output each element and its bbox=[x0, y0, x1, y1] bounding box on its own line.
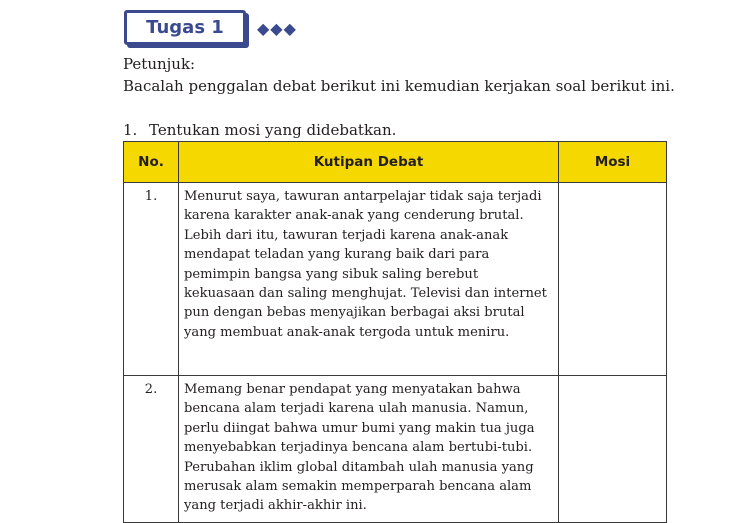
motion-cell[interactable] bbox=[559, 376, 667, 523]
header-motion: Mosi bbox=[559, 142, 667, 183]
row-number: 2. bbox=[124, 376, 179, 523]
debate-quote: Memang benar pendapat yang menyatakan bahwa bencana alam terjadi karena ulah manusia. Namun, perlu diingat bahwa umur bumi yang makin tua juga menyebabkan terjadinya bencana alam bertubi-tubi. Perubahan iklim global ditambah ulah manusia yang merusak alam semakin memperparah bencana alam yang terjadi akhir-akhir ini. bbox=[179, 376, 559, 523]
debate-table bbox=[123, 141, 667, 523]
question bbox=[123, 121, 396, 139]
instructions-text: Bacalah penggalan debat berikut ini kemudian kerjakan soal berikut ini. bbox=[123, 77, 675, 95]
table-header-row bbox=[124, 142, 667, 183]
instructions-label: Petunjuk: bbox=[123, 55, 196, 73]
question-number: 1. bbox=[123, 121, 138, 139]
header-quote: Kutipan Debat bbox=[179, 142, 559, 183]
row-number: 1. bbox=[124, 183, 179, 376]
question-text: Tentukan mosi yang didebatkan. bbox=[149, 121, 397, 139]
header-no: No. bbox=[124, 142, 179, 183]
table-row bbox=[124, 376, 667, 523]
diamond-ornament-icon: ◆◆◆ bbox=[257, 19, 297, 38]
task-badge bbox=[124, 10, 246, 45]
debate-quote: Menurut saya, tawuran antarpelajar tidak saja terjadi karena karakter anak-anak yang cenderung brutal. Lebih dari itu, tawuran terjadi karena anak-anak mendapat teladan yang kurang baik dari para pemimpin bangsa yang sibuk saling berebut kekuasaan dan saling menghujat. Televisi dan internet pun dengan bebas menyajikan berbagai aksi brutal yang membuat anak-anak tergoda untuk meniru. bbox=[179, 183, 559, 376]
motion-cell[interactable] bbox=[559, 183, 667, 376]
table-row bbox=[124, 183, 667, 376]
task-label: Tugas 1 bbox=[146, 17, 224, 38]
